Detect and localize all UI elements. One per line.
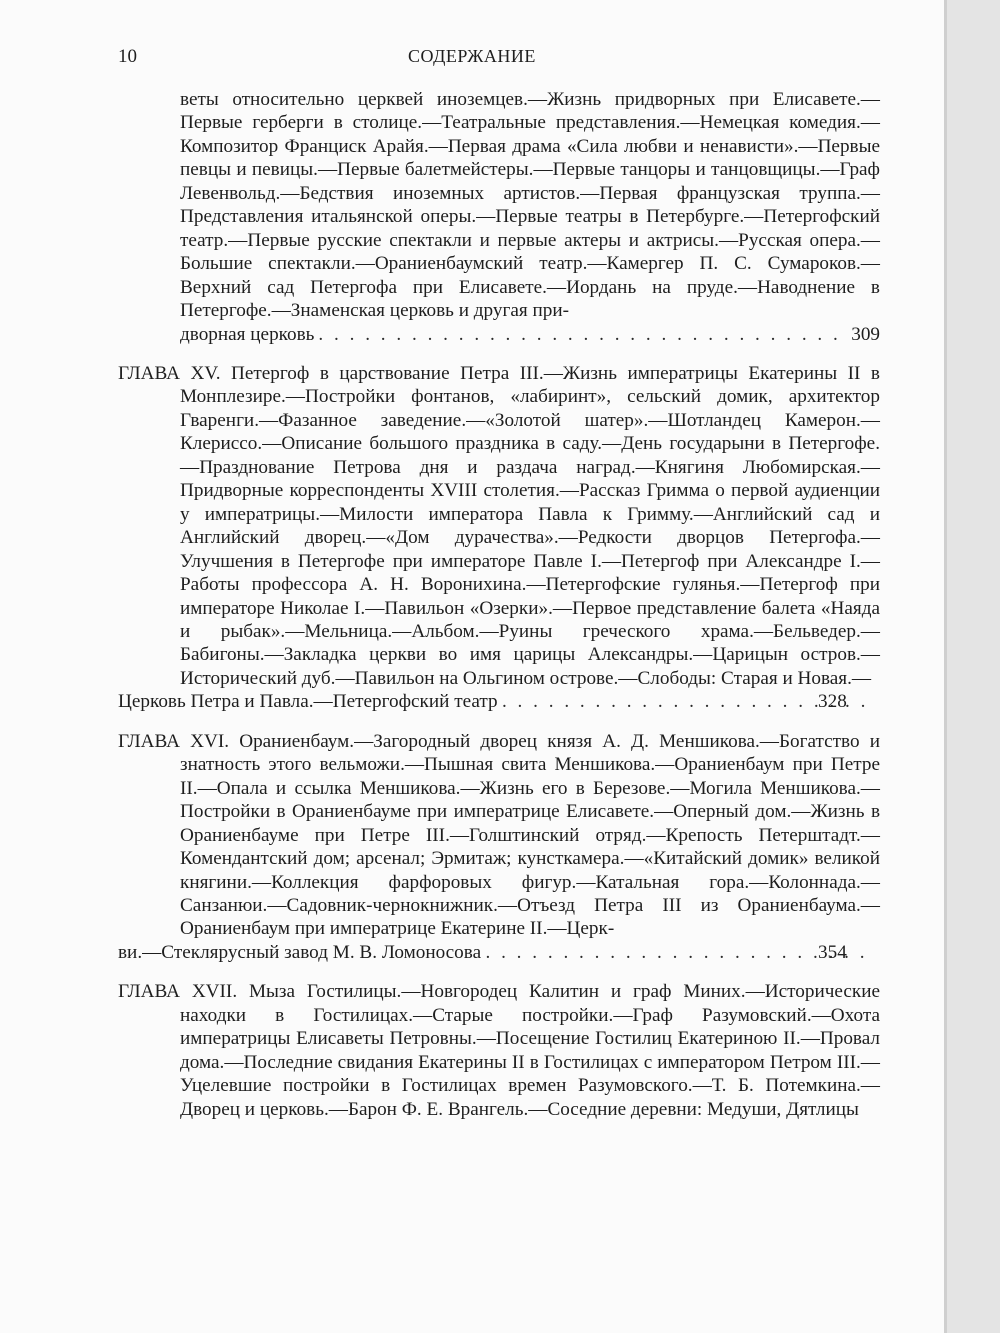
toc-entry-chapter-xvi <box>118 730 880 965</box>
next-page-edge <box>944 0 1000 1333</box>
page-number: 10 <box>118 46 137 67</box>
toc-page-number: 309 <box>851 323 880 345</box>
toc-entry-text: ГЛАВА XV. Петергоф в царствование Петра III.—Жизнь императрицы Екатерины II в Монплезире.—Постройки фонтанов, «лабиринт», сельский домик, архитектор Гваренги.—Фазанное заведение.—«Золотой шатер».—Шотландец Камерон.—Клериссо.—Описание большого праздника в саду.—День государыни в Петергофе.—Празднование Петрова дня и раздача наград.—Княгиня Любомирская.—Придворные корреспонденты XVIII столетия.—Рассказ Гримма о первой аудиенции у императрицы.—Милости императора Павла к Гримму.—Английский сад и Английский дворец.—«Дом дурачества».—Редкости дворцов Петергофа.—Улучшения в Петергофе при императоре Павле I.—Петергоф при Александре I.—Работы профессора А. Н. Воронихина.—Петергофские гулянья.—Петергоф при императоре Николае I.—Павильон «Озерки».—Первое представление балета «Наяда и рыбак».—Мельница.—Альбом.—Руины греческого храма.—Бельведер.—Бабигоны.—Закладка церкви во имя царицы Александры.—Царицын остров.—Исторический дуб.—Павильон на Ольгином острове.—Слободы: Старая и Новая.— <box>118 362 880 689</box>
toc-entry-chapter-xv <box>118 362 880 714</box>
toc-entry-text: веты относительно церквей иноземцев.—Жизнь придворных при Елисавете.—Первые герберги в столице.—Театральные представления.—Немецкая комедия.—Композитор Франциск Арайя.—Первая драма «Сила любви и ненависти».—Первые певцы и певицы.—Первые балетмейстеры.—Первые танцоры и танцовщицы.—Граф Левенвольд.—Бедствия иноземных артистов.—Первая французская труппа.—Представления итальянской оперы.—Первые театры в Петербурге.—Петергофский театр.—Первые русские спектакли и первые актеры и актрисы.—Русская опера.—Большие спектакли.—Ораниенбаумский театр.—Камергер П. С. Сумароков.—Верхний сад Петергофа при Елисавете.—Иордань на пруде.—Наводнение в Петергофе.—Знаменская церковь и другая при- <box>180 89 880 322</box>
toc-entry-last-line: дворная церковь <box>180 323 315 345</box>
toc-entry-last-line: Церковь Петра и Павла.—Петергофский театр <box>118 691 498 713</box>
table-of-contents <box>118 88 880 1137</box>
toc-leader-line <box>180 323 880 346</box>
running-head-title: СОДЕРЖАНИЕ <box>408 46 536 66</box>
toc-leader-line: ви.—Стеклярусный завод М. В. Ломоносова . . . 354 <box>180 941 880 964</box>
toc-entry-continuation <box>118 88 880 346</box>
toc-entry-text: ГЛАВА XVI. Ораниенбаум.—Загородный дворец князя А. Д. Меншикова.—Богатство и знатность этого вельможи.—Пышная свита Меншикова.—Ораниенбаум при Петре II.—Опала и ссылка Меншикова.—Жизнь его в Березове.—Могила Меншикова.—Постройки в Ораниенбауме при императрице Елисавете.—Оперный дом.—Жизнь в Ораниенбауме при Петре III.—Голштинский отряд.—Крепость Петерштадт.—Комендантский дом; арсенал; Эрмитаж; кунсткамера.—«Китайский домик» великой княгини.—Коллекция фарфоровых фигур.—Катальная гора.—Колоннада.—Санзанюи.—Садовник-чернокнижник.—Отъезд Петра III из Ораниенбаума.—Ораниенбаум при императрице Екатерине II.—Церк- <box>118 730 880 940</box>
toc-entry-last-line: ви.—Стеклярусный завод М. В. Ломоносова <box>118 941 482 963</box>
toc-leader-line: Церковь Петра и Павла.—Петергофский театр . . . 328 <box>180 690 880 713</box>
toc-leader-dots <box>318 323 847 346</box>
toc-entry-chapter-xvii: ГЛАВА XVII. Мыза Гостилицы.—Новгородец Калитин и граф Миних.—Исторические находки в Гостилицах.—Старые постройки.—Граф Разумовский.—Охота императрицы Елисаветы Петровны.—Посещение Гостилиц Екатериною II.—Провал дома.—Последние свидания Екатерины II в Гостилицах с императором Петром III.—Уцелевшие постройки в Гостилицах времен Разумовского.—Т. Б. Потемкина.—Дворец и церковь.—Барон Ф. Е. Врангель.—Соседние деревни: Медуши, Дятлицы <box>118 981 880 1120</box>
